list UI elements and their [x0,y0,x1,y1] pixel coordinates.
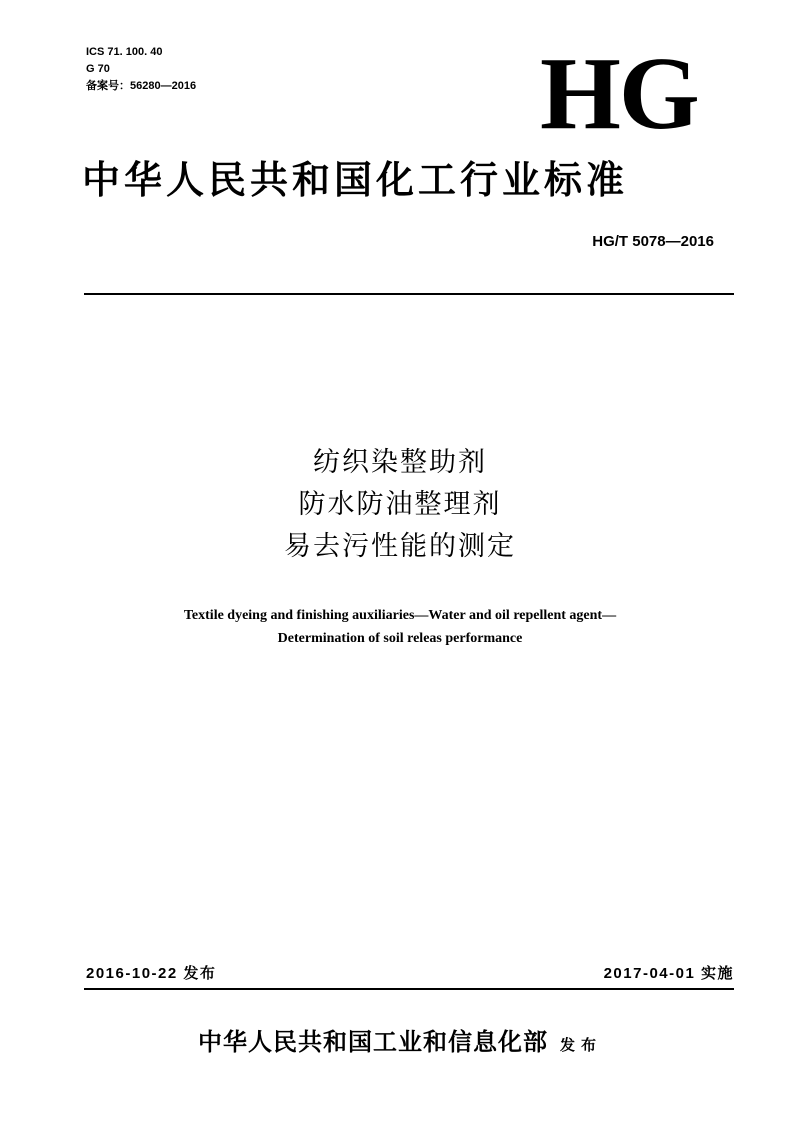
issue-date: 2016-10-22 发布 [86,965,217,982]
standard-number: HG/T 5078—2016 [592,233,714,250]
english-title-line: Determination of soil releas performance [277,631,523,646]
top-divider [84,293,734,295]
implementation-date: 2017-04-01 实施 [603,965,734,982]
english-title [0,604,800,650]
chinese-title-line: 防水防油整理剂 [298,489,502,520]
chinese-title [0,442,800,568]
issuer-line [0,1026,800,1061]
issuer-name: 中华人民共和国工业和信息化部 [197,1027,548,1056]
classification-block [86,44,196,95]
ics-code: ICS 71. 100. 40 [86,46,163,58]
issuer-action: 发布 [559,1036,602,1054]
english-title-line: Textile dyeing and finishing auxiliaries—Water and oil repellent agent— [183,608,617,623]
filing-number: 备案号：56280—2016 [86,80,197,92]
chinese-title-line: 易去污性能的测定 [284,531,516,562]
hg-logo: HG [540,36,698,151]
chinese-title-line: 纺织染整助剂 [313,447,487,478]
ccs-code: G 70 [86,63,110,75]
bottom-divider [84,988,734,990]
standard-category: 中华人民共和国化工行业标准 [82,157,629,202]
